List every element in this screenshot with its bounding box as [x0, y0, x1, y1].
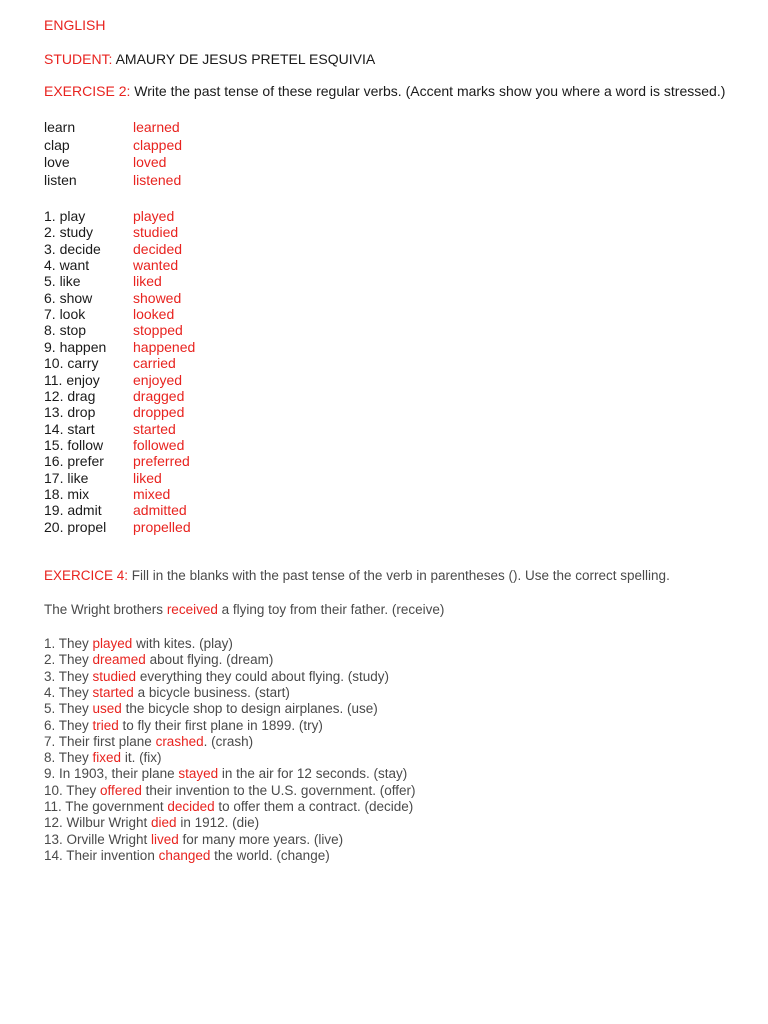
- verb-past: looked: [133, 306, 175, 323]
- sentence-pre: 7. Their first plane: [44, 733, 156, 749]
- verb-past: mixed: [133, 485, 171, 502]
- verb-base: 19. admit: [44, 502, 102, 519]
- sentence-answer: played: [92, 636, 133, 651]
- sentence-answer: tried: [92, 717, 119, 733]
- sentence-row: [44, 717, 323, 734]
- verb-past: liked: [133, 469, 162, 486]
- verb-base: 10. carry: [44, 355, 99, 372]
- sentence-post: it. (fix): [121, 750, 162, 766]
- sentence-post: the world. (change): [210, 847, 330, 863]
- verb-base: 16. prefer: [44, 453, 104, 470]
- verb-past: stopped: [133, 322, 183, 339]
- exercise2-instruction: Write the past tense of these regular verbs. (Accent marks show you where a word is stressed.): [134, 83, 726, 99]
- sentence-post: their invention to the U.S. government. (offer): [141, 782, 416, 798]
- student-line: [44, 51, 375, 68]
- verb-base: 1. play: [44, 208, 86, 224]
- sentence-pre: 11. The government: [44, 799, 168, 814]
- sentence-pre: 10. They: [44, 782, 101, 798]
- verb-base: 3. decide: [44, 240, 101, 257]
- student-label: STUDENT:: [44, 51, 113, 67]
- exercise2-label: EXERCISE 2:: [44, 83, 131, 99]
- verb-base: 15. follow: [44, 436, 104, 453]
- example-pre: The Wright brothers: [44, 602, 167, 617]
- verb-past: followed: [133, 436, 185, 453]
- verb-base: 11. enjoy: [44, 371, 100, 388]
- sentence-post: . (crash): [203, 733, 254, 749]
- verb-past: wanted: [133, 257, 179, 274]
- sentence-post: everything they could about flying. (study): [136, 668, 389, 684]
- verb-past: preferred: [133, 453, 190, 470]
- verb-past: showed: [133, 289, 182, 306]
- sentence-row: [44, 814, 259, 831]
- verb-past: carried: [133, 355, 176, 372]
- exercise2-heading: [44, 83, 725, 100]
- verb-base: learn: [44, 119, 76, 135]
- sentence-row: [44, 798, 413, 815]
- sentence-answer: started: [92, 684, 134, 700]
- verb-past: happened: [133, 338, 196, 355]
- verb-base: clap: [44, 136, 70, 153]
- verb-past: dropped: [133, 404, 185, 421]
- exercise4-label: EXERCICE 4:: [44, 568, 129, 583]
- sentence-row: [44, 782, 415, 799]
- sentence-answer: died: [151, 815, 177, 831]
- verb-base: 14. start: [44, 420, 95, 437]
- verb-past: admitted: [133, 502, 187, 519]
- verb-past: dragged: [133, 387, 185, 404]
- exercise4-instruction: Fill in the blanks with the past tense of the verb in parentheses (). Use the correct spelling.: [131, 568, 670, 583]
- verb-past: enjoyed: [133, 371, 183, 388]
- verb-past: played: [133, 208, 175, 224]
- sentence-answer: decided: [167, 799, 215, 814]
- sentence-post: about flying. (dream): [145, 652, 274, 668]
- sentence-pre: 3. They: [44, 668, 93, 684]
- sentence-pre: 4. They: [44, 684, 93, 700]
- sentence-answer: crashed: [155, 733, 204, 749]
- sentence-row: [44, 668, 389, 685]
- verb-base: 12. drag: [44, 387, 96, 404]
- sentence-post: the bicycle shop to design airplanes. (use): [121, 701, 378, 717]
- sentence-answer: studied: [92, 668, 137, 684]
- sentence-pre: 14. Their invention: [44, 847, 159, 863]
- sentence-post: to offer them a contract. (decide): [214, 799, 414, 814]
- sentence-post: in the air for 12 seconds. (stay): [218, 766, 408, 782]
- sentence-answer: fixed: [92, 750, 122, 766]
- sentence-answer: changed: [158, 847, 211, 863]
- verb-past: listened: [133, 172, 182, 189]
- sentence-post: with kites. (play): [132, 636, 233, 651]
- verb-past: started: [133, 420, 176, 437]
- verb-base: 8. stop: [44, 322, 87, 339]
- verb-past: liked: [133, 273, 162, 290]
- sentence-answer: offered: [100, 782, 142, 798]
- sentence-row: [44, 684, 290, 701]
- verb-base: love: [44, 154, 70, 171]
- sentence-row: [44, 635, 233, 652]
- sentence-answer: dreamed: [92, 652, 146, 668]
- subject-heading: ENGLISH: [44, 17, 106, 33]
- sentence-row: [44, 733, 253, 750]
- sentence-pre: 12. Wilbur Wright: [44, 815, 152, 831]
- verb-base: 2. study: [44, 224, 94, 241]
- verb-base: 17. like: [44, 469, 89, 486]
- sentence-answer: used: [92, 701, 122, 717]
- verb-past: clapped: [133, 136, 183, 153]
- verb-base: 20. propel: [44, 518, 107, 535]
- sentence-pre: 2. They: [44, 652, 93, 668]
- sentence-post: a bicycle business. (start): [133, 684, 290, 700]
- exercise4-heading: [44, 567, 670, 584]
- sentence-pre: 13. Orville Wright: [44, 831, 152, 847]
- sentence-pre: 6. They: [44, 717, 93, 733]
- verb-past: loved: [133, 154, 167, 171]
- sentence-pre: 9. In 1903, their plane: [44, 766, 179, 782]
- sentence-row: [44, 749, 162, 766]
- verb-base: 13. drop: [44, 404, 96, 421]
- sentence-pre: 5. They: [44, 701, 93, 717]
- verb-base: 4. want: [44, 257, 90, 274]
- sentence-answer: lived: [151, 831, 179, 847]
- sentence-pre: 8. They: [44, 750, 93, 766]
- sentence-row: [44, 847, 330, 864]
- example-answer: received: [166, 602, 218, 617]
- verb-base: 18. mix: [44, 485, 90, 502]
- sentence-post: for many more years. (live): [178, 831, 344, 847]
- verb-base: 5. like: [44, 273, 81, 290]
- sentence-row: [44, 831, 343, 848]
- verb-past: studied: [133, 224, 179, 241]
- sentence-answer: stayed: [178, 766, 219, 782]
- sentence-pre: 1. They: [44, 636, 93, 651]
- verb-base: 6. show: [44, 289, 93, 306]
- verb-past: decided: [133, 240, 183, 257]
- sentence-row: [44, 765, 407, 782]
- verb-past: propelled: [133, 518, 191, 535]
- sentence-row: [44, 700, 378, 717]
- sentence-row: [44, 651, 273, 668]
- verb-base: 7. look: [44, 306, 86, 323]
- verb-base: listen: [44, 172, 77, 189]
- verb-base: 9. happen: [44, 338, 107, 355]
- student-name: AMAURY DE JESUS PRETEL ESQUIVIA: [115, 51, 376, 67]
- exercise4-example: [44, 601, 444, 618]
- verb-past: learned: [133, 119, 180, 135]
- example-post: a flying toy from their father. (receive): [217, 602, 445, 617]
- sentence-post: to fly their first plane in 1899. (try): [118, 717, 323, 733]
- sentence-post: in 1912. (die): [176, 815, 260, 831]
